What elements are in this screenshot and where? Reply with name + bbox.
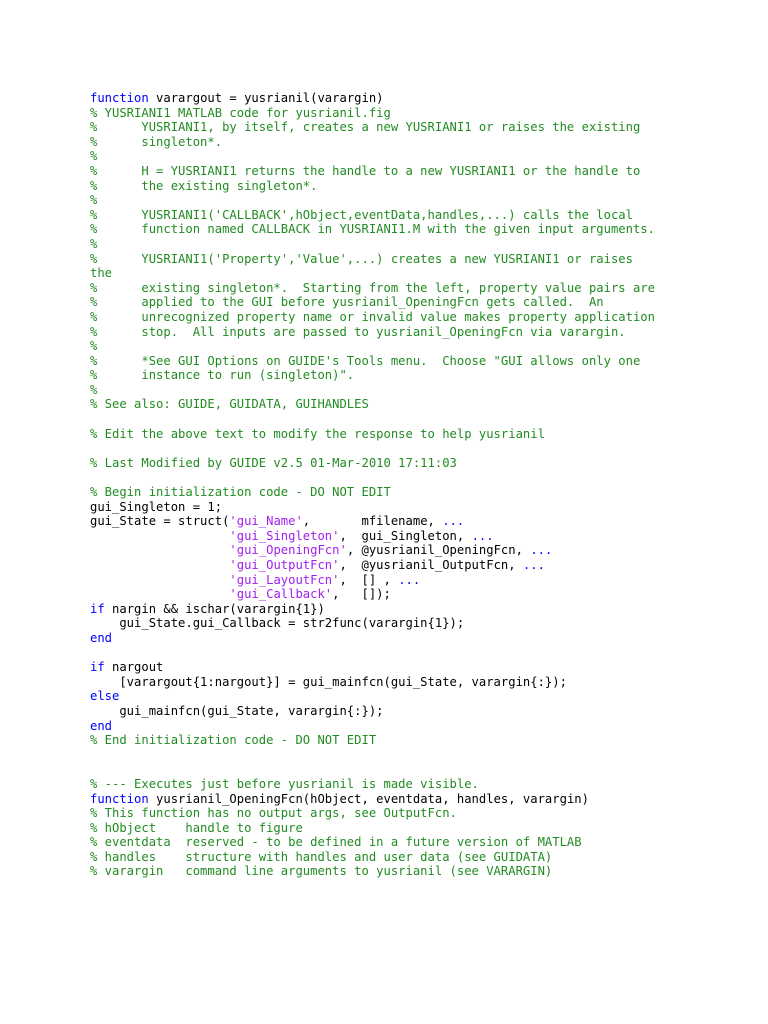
- comment: % Begin initialization code - DO NOT EDIT: [90, 485, 391, 500]
- continuation: ...: [530, 543, 553, 558]
- keyword: end: [90, 630, 113, 645]
- code-line: [90, 573, 655, 588]
- code-text: gui_State.gui_Callback = str2func(varargin{1});: [90, 616, 465, 631]
- code-line: [90, 660, 655, 675]
- comment: % YUSRIANI1, by itself, creates a new YUSRIANI1 or raises the existing: [90, 120, 641, 135]
- code-line: [90, 412, 655, 427]
- keyword: function: [90, 791, 149, 806]
- code-line: [90, 281, 655, 296]
- code-line: [90, 383, 655, 398]
- code-line: [90, 397, 655, 412]
- comment: % YUSRIANI1 MATLAB code for yusrianil.fig: [90, 105, 391, 120]
- comment: %: [90, 149, 98, 164]
- code-line: [90, 529, 655, 544]
- comment: %: [90, 339, 98, 354]
- code-text: gui_Singleton = 1;: [90, 499, 223, 514]
- code-line: [90, 354, 655, 369]
- continuation: ...: [398, 572, 421, 587]
- code-line: [90, 850, 655, 865]
- comment: % unrecognized property name or invalid value makes property application: [90, 309, 655, 324]
- comment: % YUSRIANI1('CALLBACK',hObject,eventData,handles,...) calls the local: [90, 207, 633, 222]
- comment: % Last Modified by GUIDE v2.5 01-Mar-2010 17:11:03: [90, 455, 457, 470]
- code-text: , @yusrianil_OutputFcn,: [339, 558, 523, 572]
- comment: % eventdata reserved - to be defined in a future version of MATLAB: [90, 835, 582, 850]
- comment: % End initialization code - DO NOT EDIT: [90, 733, 377, 748]
- code-text: , []);: [332, 587, 391, 602]
- code-line: [90, 777, 655, 792]
- code-text: gui_State = struct(: [90, 514, 230, 529]
- code-line: [90, 748, 655, 763]
- code-text: yusrianil_OpeningFcn(hObject, eventdata, handles, varargin): [148, 791, 589, 806]
- code-line: [90, 792, 655, 807]
- code-text: , gui_Singleton,: [339, 528, 472, 543]
- comment: % existing singleton*. Starting from the left, property value pairs are: [90, 280, 655, 295]
- comment: % handles structure with handles and user data (see GUIDATA): [90, 849, 553, 864]
- code-line: [90, 806, 655, 821]
- code-text: nargin && ischar(varargin{1}): [104, 601, 325, 616]
- code-line: [90, 719, 655, 734]
- code-line: [90, 646, 655, 661]
- code-line: [90, 558, 655, 573]
- code-line: [90, 675, 655, 690]
- code-line: [90, 704, 655, 719]
- comment: % See also: GUIDE, GUIDATA, GUIHANDLES: [90, 397, 369, 412]
- string: 'gui_LayoutFcn': [229, 572, 340, 587]
- code-line: [90, 441, 655, 456]
- comment: % stop. All inputs are passed to yusrianil_OpeningFcn via varargin.: [90, 324, 626, 339]
- code-line: [90, 485, 655, 500]
- code-text: varargout = yusrianil(varargin): [148, 91, 384, 105]
- code-line: [90, 689, 655, 704]
- comment: %: [90, 193, 98, 208]
- code-line: [90, 193, 655, 208]
- code-line: [90, 368, 655, 383]
- code-line: [90, 587, 655, 602]
- comment: %: [90, 236, 98, 251]
- code-text: [90, 573, 229, 587]
- code-line: [90, 325, 655, 340]
- code-text: [90, 558, 229, 572]
- code-line: [90, 91, 655, 106]
- comment: % applied to the GUI before yusrianil_OpeningFcn gets called. An: [90, 295, 604, 310]
- string: 'gui_Singleton': [229, 528, 340, 543]
- code-line: [90, 135, 655, 150]
- code-line: [90, 602, 655, 617]
- code-line: [90, 427, 655, 442]
- comment: % YUSRIANI1('Property','Value',...) creates a new YUSRIANI1 or raises: [90, 251, 633, 266]
- code-line: [90, 252, 655, 267]
- code-text: , @yusrianil_OpeningFcn,: [346, 543, 531, 558]
- comment: % *See GUI Options on GUIDE's Tools menu. Choose "GUI allows only one: [90, 353, 641, 368]
- code-line: [90, 339, 655, 354]
- code-line: [90, 543, 655, 558]
- code-text: [90, 587, 229, 601]
- code-line: [90, 762, 655, 777]
- code-text: , mfilename,: [302, 514, 443, 529]
- code-line: [90, 237, 655, 252]
- code-line: [90, 106, 655, 121]
- comment: % varargin command line arguments to yusrianil (see VARARGIN): [90, 864, 553, 879]
- comment: % This function has no output args, see OutputFcn.: [90, 806, 457, 821]
- code-line: [90, 456, 655, 471]
- code-line: [90, 616, 655, 631]
- comment: % the existing singleton*.: [90, 178, 318, 193]
- comment: % singleton*.: [90, 134, 223, 149]
- code-listing: [90, 91, 655, 879]
- keyword: if: [90, 660, 105, 675]
- code-line: [90, 310, 655, 325]
- comment: % --- Executes just before yusrianil is made visible.: [90, 776, 479, 791]
- continuation: ...: [522, 558, 545, 572]
- keyword: function: [90, 91, 149, 105]
- keyword: else: [90, 689, 120, 704]
- comment: %: [90, 382, 98, 397]
- code-line: [90, 164, 655, 179]
- string: 'gui_OpeningFcn': [229, 543, 347, 558]
- code-text: [90, 529, 229, 543]
- continuation: ...: [471, 528, 494, 543]
- code-line: [90, 266, 655, 281]
- code-text: [90, 543, 229, 557]
- code-line: [90, 835, 655, 850]
- code-line: [90, 500, 655, 515]
- code-line: [90, 149, 655, 164]
- comment: the: [90, 266, 113, 281]
- code-text: gui_mainfcn(gui_State, varargin{:});: [90, 703, 384, 718]
- keyword: end: [90, 718, 113, 733]
- code-text: , [] ,: [339, 572, 399, 587]
- string: 'gui_OutputFcn': [229, 558, 340, 572]
- continuation: ...: [442, 514, 465, 529]
- code-line: [90, 514, 655, 529]
- code-line: [90, 208, 655, 223]
- code-line: [90, 821, 655, 836]
- code-line: [90, 120, 655, 135]
- string: 'gui_Name': [229, 514, 303, 529]
- code-line: [90, 864, 655, 879]
- code-text: nargout: [104, 660, 164, 675]
- code-line: [90, 631, 655, 646]
- code-line: [90, 470, 655, 485]
- keyword: if: [90, 601, 105, 616]
- code-line: [90, 179, 655, 194]
- code-line: [90, 222, 655, 237]
- comment: % function named CALLBACK in YUSRIANI1.M with the given input arguments.: [90, 222, 655, 237]
- comment: % Edit the above text to modify the response to help yusrianil: [90, 426, 545, 441]
- comment: % instance to run (singleton)".: [90, 368, 355, 383]
- comment: % hObject handle to figure: [90, 820, 303, 835]
- comment: % H = YUSRIANI1 returns the handle to a new YUSRIANI1 or the handle to: [90, 163, 641, 178]
- string: 'gui_Callback': [229, 587, 333, 602]
- code-line: [90, 295, 655, 310]
- code-line: [90, 733, 655, 748]
- code-text: [varargout{1:nargout}] = gui_mainfcn(gui_State, varargin{:});: [90, 674, 567, 689]
